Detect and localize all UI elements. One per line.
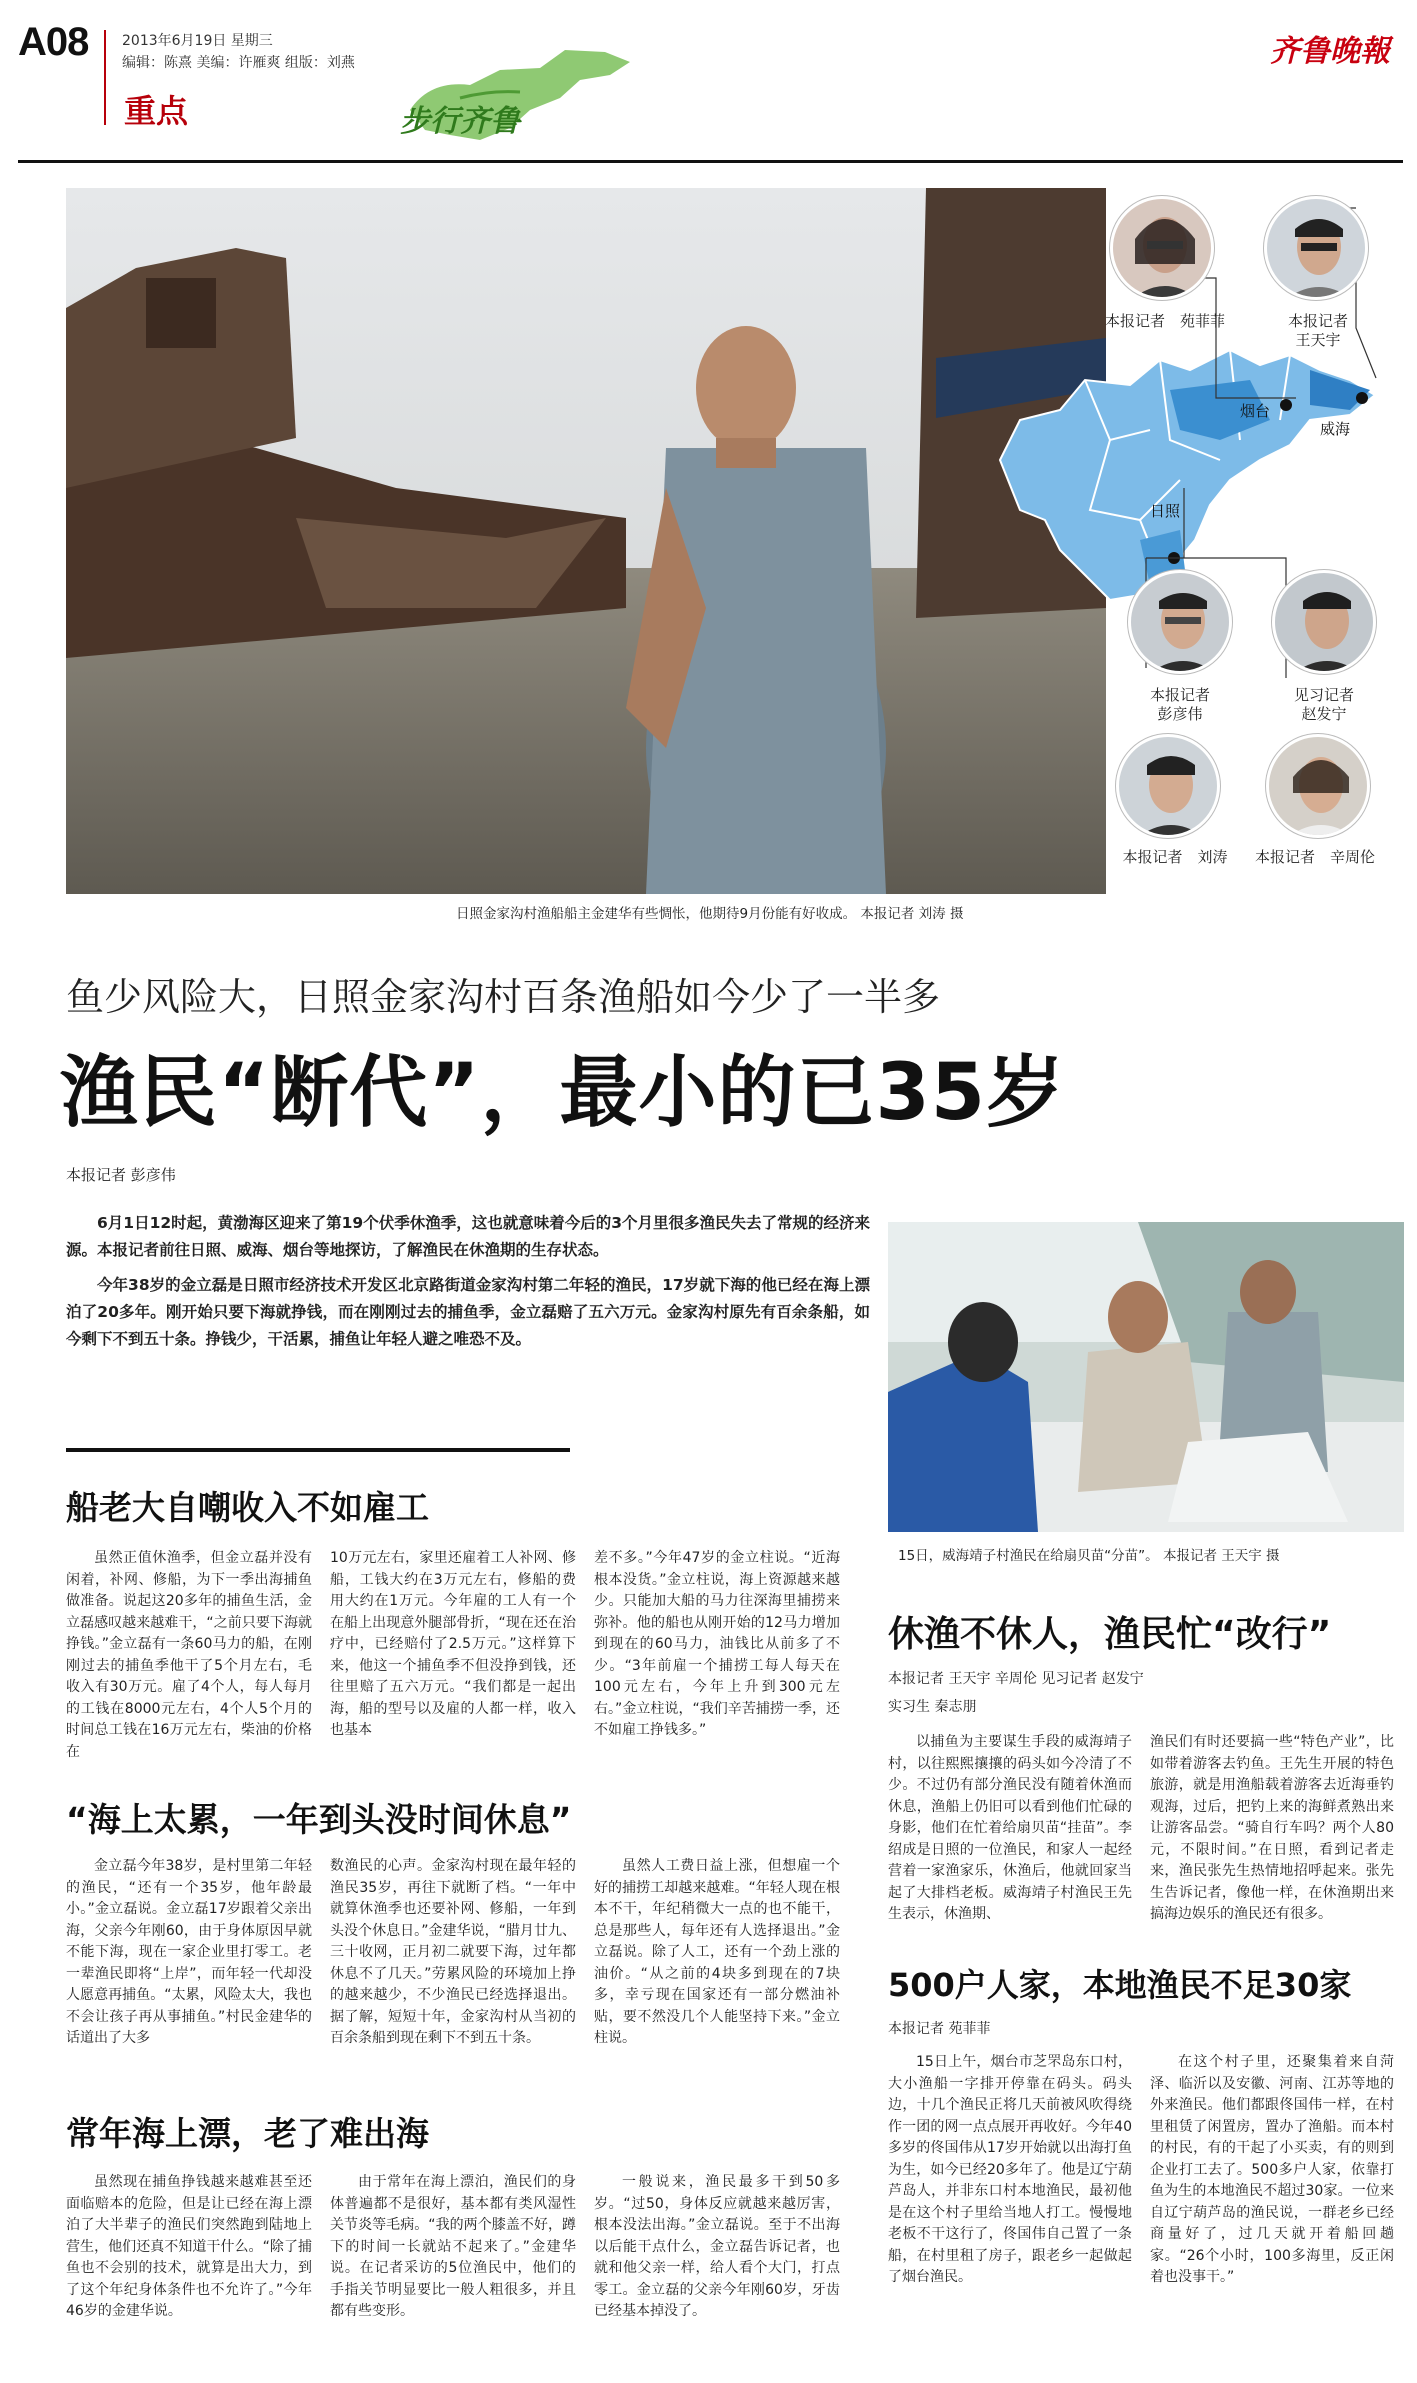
section2-col2: 数渔民的心声。金家沟村现在最年轻的渔民35岁，再往下就断了档。“一年中就算休渔季也还要补网、修船，一年到头没个休息日。”金建华说，“腊月廿九、三十收网，正月初二就要下海，过年都休息不了几天。”劳累风险的环境加上挣的越来越少，不少渔民已经选择退出。据了解，短短十年，金家沟村从当初的百余条船到现在剩下不到五十条。 [330, 1858, 576, 2046]
section3-col1: 虽然现在捕鱼挣钱越来越难甚至还面临赔本的危险，但是让已经在海上漂泊了大半辈子的渔民们突然跑到陆地上营生，他们还真不知道干什么。“除了捕鱼也不会别的技术，就算是出大力，到了这个年纪身体条件也不允许了。”今年46岁的金建华说。 [66, 2174, 312, 2319]
map-label-yantai: 烟台 [1240, 402, 1271, 420]
column-logo [390, 40, 640, 150]
section3-col3: 一般说来，渔民最多干到50多岁。“过50，身体反应就越来越厉害，根本没法出海。”金立磊说。至于不出海以后能干点什么，金立磊告诉记者，也就和他父亲一样，给人看个大门，打点零工。金立磊的父亲今年刚60岁，牙齿已经基本掉没了。 [594, 2174, 840, 2319]
reporter-label-liu: 本报记者 刘涛 [1122, 848, 1228, 866]
avatar-liu-tao [1116, 734, 1220, 838]
article3-title: 500户人家，本地渔民不足30家 [888, 1966, 1352, 2004]
avatar-peng-yanwei [1128, 570, 1232, 674]
section2-col1: 金立磊今年38岁，是村里第二年轻的渔民，“还有一个35岁，他年龄最小。”金立磊说。金立磊17岁跟着父亲出海，父亲今年刚60，由于身体原因早就不能下海，现在一家企业里打零工。老一辈渔民即将“上岸”，而年轻一代却没人愿意再捕鱼。“太累，风险太大，我也不会让孩子再从事捕鱼。”村民金建华的话道出了大多 [66, 1858, 312, 2046]
page-number: A08 [18, 20, 89, 64]
section-label: 重点 [124, 92, 189, 130]
section1-col3: 差不多。”今年47岁的金立柱说。“近海根本没货。”金立柱说，海上资源越来越少。只能加大船的马力往深海里捕捞来弥补。他的船也从刚开始的12马力增加到现在的60马力，油钱比从前多了不少。“3年前雇一个捕捞工每人每天在100元左右，今年上升到300元左右。”金立柱说，“我们辛苦捕捞一季，还不如雇工挣钱多。” [594, 1550, 840, 1738]
lead-paragraph: 今年38岁的金立磊是日照市经济技术开发区北京路街道金家沟村第二年轻的渔民，17岁就下海的他已经在海上漂泊了20多年。刚开始只要下海就挣钱，而在刚刚过去的捕鱼季，金立磊赔了五六万元。金家沟村原先有百余条船，如今剩下不到五十条。挣钱少，干活累，捕鱼让年轻人避之唯恐不及。 [66, 1276, 870, 1348]
header-rule [18, 160, 1403, 163]
newspaper-logo: 齐鲁晚報 [1270, 34, 1390, 69]
article2-byline2: 实习生 秦志朋 [888, 1699, 977, 1715]
article3-col1: 15日上午，烟台市芝罘岛东口村，大小渔船一字排开停靠在码头。码头边，十几个渔民正将几天前被风吹得绕作一团的网一点点展开再收好。今年40多岁的佟国伟从17岁开始就以出海打鱼为生，如今已经20多年了。他是辽宁葫芦岛人，并非东口村本地渔民，最初他是在这个村子里给当地人打工。慢慢地老板不干这行了，佟国伟自己置了一条船，在村里租了房子，跟老乡一起做起了烟台渔民。 [888, 2054, 1132, 2285]
main-headline: 渔民“断代”，最小的已35岁 [60, 1048, 1066, 1138]
reporter-label-zhao: 见习记者 赵发宁 [1293, 686, 1354, 723]
section2-col3: 虽然人工费日益上涨，但想雇一个好的捕捞工却越来越难。“年轻人现在根本不干，年纪稍微大一点的也不能干，总是那些人，每年还有人选择退出。”金立磊说。除了人工，还有一个劲上涨的油价。“从之前的4块多到现在的7块多，幸亏现在国家还有一部分燃油补贴，要不然没几个人能坚持下来。”金立柱说。 [594, 1858, 840, 2046]
article2-title: 休渔不休人，渔民忙“改行” [888, 1614, 1332, 1655]
article2-byline1: 本报记者 王天宇 辛周伦 见习记者 赵发宁 [888, 1671, 1144, 1687]
avatar-yuan-feifei [1110, 196, 1214, 300]
reporter-label-yuan: 本报记者 苑菲菲 [1104, 312, 1226, 330]
header-divider [104, 30, 106, 125]
section2-title: “海上太累，一年到头没时间休息” [66, 1800, 572, 1839]
section3-col2: 由于常年在海上漂泊，渔民们的身体普遍都不是很好，基本都有类风湿性关节炎等毛病。“我的两个膝盖不好，蹲下的时间一长就站不起来了。”金建华说。在记者采访的5位渔民中，他们的手指关节明显要比一般人粗很多，并且都有些变形。 [330, 2174, 576, 2319]
article3-col2: 在这个村子里，还聚集着来自菏泽、临沂以及安徽、河南、江苏等地的外来渔民。他们都跟佟国伟一样，在村里租赁了闲置房，置办了渔船。而本村的村民，有的干起了小买卖，有的则到企业打工去了。500多户人家，依靠打鱼为生的本地渔民不超过30家。一位来自辽宁葫芦岛的渔民说，一群老乡已经商量好了，过几天就开着船回趟家。“26个小时，100多海里，反正闲着也没事干。” [1150, 2054, 1394, 2285]
column-title: 步行齐鲁 [400, 104, 520, 139]
map-label-weihai: 威海 [1320, 420, 1351, 438]
section1-col1: 虽然正值休渔季，但金立磊并没有闲着，补网、修船，为下一季出海捕鱼做准备。说起这20多年的捕鱼生活，金立磊感叹越来越难干，“之前只要下海就挣钱。”金立磊有一条60马力的船，在刚刚过去的捕鱼季他干了5个月左右，毛收入有30万元。雇了4个人，每人每月的工钱在8000元左右，4个人5个月的时间总工钱在16万元左右，柴油的价格在 [66, 1550, 312, 1760]
photo-fishermen [888, 1222, 1404, 1532]
date-line: 2013年6月19日 星期三 [122, 33, 273, 49]
main-photo [66, 188, 1106, 894]
photo1-caption: 日照金家沟村渔船船主金建华有些惆怅，他期待9月份能有好收成。 本报记者 刘涛 摄 [456, 906, 964, 922]
reporter-label-wang: 本报记者 王天宇 [1287, 312, 1348, 349]
article3-byline: 本报记者 苑菲菲 [888, 2021, 991, 2037]
avatar-xin-zhoulun [1266, 734, 1370, 838]
photo2-caption: 15日，威海靖子村渔民在给扇贝苗“分苗”。 本报记者 王天宇 摄 [898, 1548, 1280, 1564]
article2-col1: 以捕鱼为主要谋生手段的威海靖子村，以往熙熙攘攘的码头如今冷清了不少。不过仍有部分渔民没有随着休渔而休息，渔船上仍旧可以看到他们忙碌的身影，他们在忙着给扇贝苗“挂苗”。李绍成是日照的一位渔民，和家人一起经营着一家渔家乐，休渔后，他就回家当起了大排档老板。威海靖子村渔民王先生表示，休渔期、 [888, 1734, 1132, 1922]
reporter-label-xin: 本报记者 辛周伦 [1254, 848, 1376, 866]
section3-title: 常年海上漂，老了难出海 [66, 2114, 429, 2153]
staff-line: 编辑：陈熹 美编：许雁爽 组版：刘燕 [122, 55, 355, 71]
article2-col2: 渔民们有时还要搞一些“特色产业”，比如带着游客去钓鱼。王先生开展的特色旅游，就是用渔船载着游客去近海垂钓观海，过后，把钓上来的海鲜煮熟出来让游客品尝。“骑自行车吗？两个人80元，不限时间。”在日照，看到记者走来，渔民张先生热情地招呼起来。张先生告诉记者，像他一样，在休渔期出来搞海边娱乐的渔民还有很多。 [1150, 1734, 1394, 1922]
avatar-zhao-faning [1272, 570, 1376, 674]
kicker: 鱼少风险大，日照金家沟村百条渔船如今少了一半多 [66, 975, 941, 1019]
headline-byline: 本报记者 彭彦伟 [66, 1166, 176, 1184]
section1-title: 船老大自嘲收入不如雇工 [66, 1488, 429, 1527]
lead-rule [66, 1448, 570, 1452]
avatar-wang-tianyu [1264, 196, 1368, 300]
section1-col2: 10万元左右，家里还雇着工人补网、修船，工钱大约在3万元左右，修船的费用大约在1万元。今年雇的工人有一个在船上出现意外腿部骨折，“现在还在治疗中，已经赔付了2.5万元。”这样算下来，他这一个捕鱼季不但没挣到钱，还往里赔了五六万元。“我们都是一起出海，船的型号以及雇的人都一样，收入也基本 [330, 1550, 576, 1738]
lead-text [66, 1210, 870, 1353]
lead-paragraph: 6月1日12时起，黄渤海区迎来了第19个伏季休渔季，这也就意味着今后的3个月里很多渔民失去了常规的经济来源。本报记者前往日照、威海、烟台等地探访，了解渔民在休渔期的生存状态。 [66, 1214, 870, 1259]
reporter-label-peng: 本报记者 彭彦伟 [1149, 686, 1210, 723]
map-label-rizhao: 日照 [1150, 502, 1181, 520]
